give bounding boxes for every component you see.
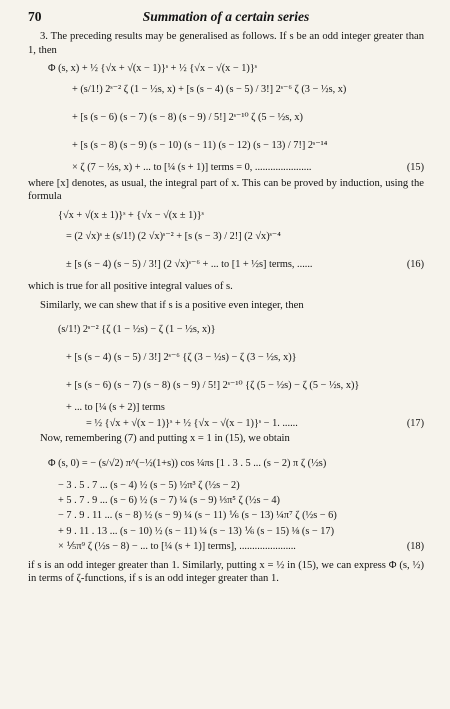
equation-17 <box>28 317 424 430</box>
page-number: 70 <box>28 9 42 24</box>
paragraph: Similarly, we can shew that if s is a positive even integer, then <box>40 299 304 311</box>
equation-line: = ½ {√x + √(x − 1)}ˢ + ½ {√x − √(x − 1)}ˢ − 1. ...... <box>86 417 298 429</box>
equation-line: + [s (s − 6) (s − 7) (s − 8) (s − 9) / 5!] 2ˢ⁻¹⁰ {ζ (5 − ½s) − ζ (5 − ½s, x)} <box>66 380 360 392</box>
equation-15 <box>28 62 424 175</box>
equation-line: + (s/1!) 2ˢ⁻² ζ (1 − ½s, x) + [s (s − 4) (s − 5) / 3!] 2ˢ⁻⁶ ζ (3 − ½s, x) <box>72 84 347 96</box>
equation-16 <box>28 209 424 278</box>
equation-line: Φ (s, 0) = − (s/√2) π^(−½(1+s)) cos ¼πs [1 . 3 . 5 ... (s − 2) π ζ (½s) <box>48 457 327 469</box>
equation-line: × ⅕π⁹ ζ (½s − 8) − ... to [¼ (s + 1)] terms], ...................... <box>58 541 296 553</box>
paragraph: if s is an odd integer greater than 1. Similarly, putting x = ½ in (15), we can express Φ (s, ½) in terms of ζ-functions, if s is an odd integer greater than 1. <box>28 559 424 585</box>
equation-line: + [s (s − 4) (s − 5) / 3!] 2ˢ⁻⁶ {ζ (3 − ½s) − ζ (3 − ½s, x)} <box>66 352 297 364</box>
equation-line: + [s (s − 6) (s − 7) (s − 8) (s − 9) / 5!] 2ˢ⁻¹⁰ ζ (5 − ½s, x) <box>72 112 303 124</box>
equation-line: − 7 . 9 . 11 ... (s − 8) ½ (s − 9) ¼ (s − 11) ⅙ (s − 13) ¼π⁷ ζ (½s − 6) <box>58 510 337 522</box>
equation-number: (18) <box>406 541 424 553</box>
equation-number: (17) <box>406 417 424 429</box>
equation-line: = (2 √x)ˢ ± (s/1!) (2 √x)ˢ⁻² + [s (s − 3) / 2!] (2 √x)ˢ⁻⁴ <box>66 231 281 243</box>
page-body <box>28 30 424 591</box>
equation-line: − 3 . 5 . 7 ... (s − 4) ½ (s − 5) ½π³ ζ (½s − 2) <box>58 479 240 491</box>
equation-line: ± [s (s − 4) (s − 5) / 3!] (2 √x)ˢ⁻⁶ + ... to [1 + ½s] terms, ...... <box>66 259 313 271</box>
equation-line: + 9 . 11 . 13 ... (s − 10) ½ (s − 11) ¼ (s − 13) ⅙ (s − 15) ⅛ (s − 17) <box>58 525 335 537</box>
running-title: Summation of a certain series <box>142 9 310 24</box>
paragraph: Now, remembering (7) and putting x = 1 in (15), we obtain <box>40 433 290 445</box>
equation-line: (s/1!) 2ˢ⁻² {ζ (1 − ½s) − ζ (1 − ½s, x)} <box>58 324 216 336</box>
equation-line: + 5 . 7 . 9 ... (s − 6) ½ (s − 7) ¼ (s − 9) ⅓π⁵ ζ (½s − 4) <box>58 494 280 506</box>
equation-line: × ζ (7 − ½s, x) + ... to [¼ (s + 1)] terms = 0, ...................... <box>72 162 312 174</box>
equation-line-numbered <box>28 540 424 553</box>
equation-18 <box>28 451 424 554</box>
paragraph: where [x] denotes, as usual, the integral part of x. This can be proved by induction, using the formula <box>28 177 424 203</box>
paragraph: which is true for all positive integral values of s. <box>28 281 233 293</box>
equation-line: + ... to [¼ (s + 2)] terms <box>66 402 165 414</box>
paragraph: 3. The preceding results may be generalised as follows. If s be an odd integer greater than 1, then <box>28 31 424 56</box>
page-header <box>28 9 424 25</box>
equation-number: (15) <box>406 162 424 174</box>
equation-line-numbered <box>28 252 424 278</box>
equation-number: (16) <box>405 252 424 278</box>
equation-line: + [s (s − 8) (s − 9) (s − 10) (s − 11) (s − 12) (s − 13) / 7!] 2ˢ⁻¹⁴ <box>72 140 328 152</box>
equation-line-numbered <box>28 161 424 174</box>
equation-line-numbered <box>28 417 424 430</box>
equation-line: Φ (s, x) + ½ {√x + √(x − 1)}ˢ + ½ {√x − √(x − 1)}ˢ <box>48 63 257 74</box>
equation-line: {√x + √(x ± 1)}ˢ + {√x − √(x ± 1)}ˢ <box>58 209 204 221</box>
